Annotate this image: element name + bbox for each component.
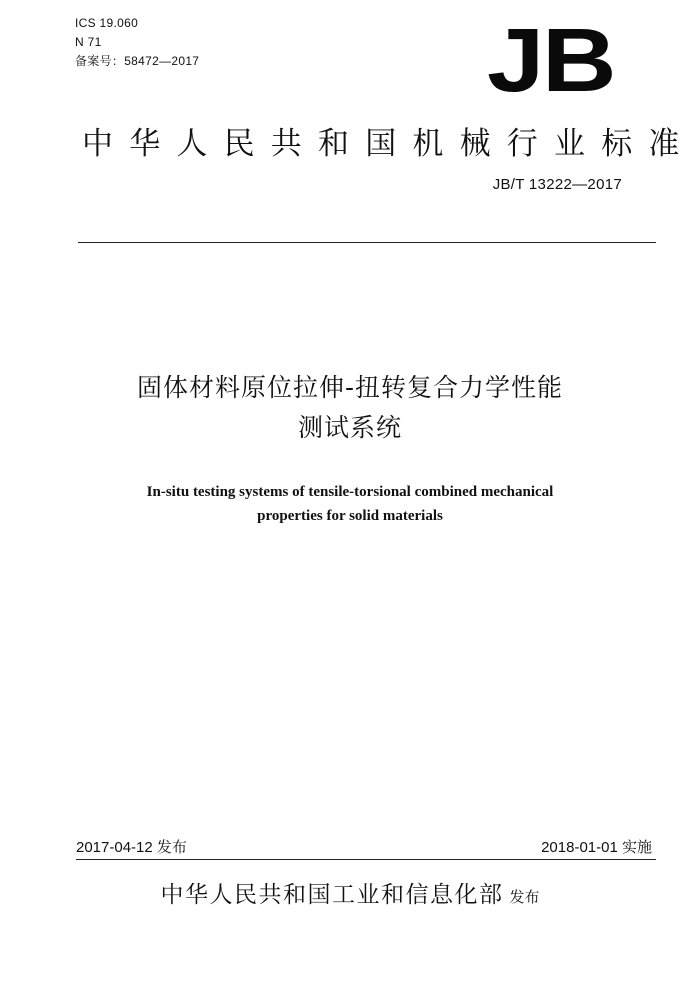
implementation-date: 2018-01-01 实施 (541, 839, 652, 856)
issue-date: 2017-04-12 发布 (76, 839, 187, 856)
bottom-divider (76, 859, 656, 860)
chinese-title (0, 368, 700, 448)
chinese-title-line-2: 测试系统 (297, 413, 402, 442)
english-title-line-2: properties for solid materials (257, 508, 443, 524)
english-title-line-1: In-situ testing systems of tensile-torsional combined mechanical (146, 484, 554, 500)
ics-code: ICS 19.060 (75, 16, 139, 30)
publisher (0, 876, 700, 909)
filing-number: 备案号：58472—2017 (75, 54, 200, 68)
chinese-title-line-1: 固体材料原位拉伸-扭转复合力学性能 (136, 373, 564, 402)
header-meta (75, 14, 199, 71)
english-title (0, 480, 700, 528)
classification-code: N 71 (75, 35, 102, 49)
jb-logo: JB (487, 10, 615, 112)
standard-number: JB/T 13222—2017 (492, 176, 622, 193)
org-title: 中华人民共和国机械行业标准 (82, 126, 696, 162)
publisher-name: 中华人民共和国工业和信息化部 (160, 882, 504, 908)
top-divider (78, 242, 656, 243)
publisher-suffix: 发布 (509, 888, 540, 906)
